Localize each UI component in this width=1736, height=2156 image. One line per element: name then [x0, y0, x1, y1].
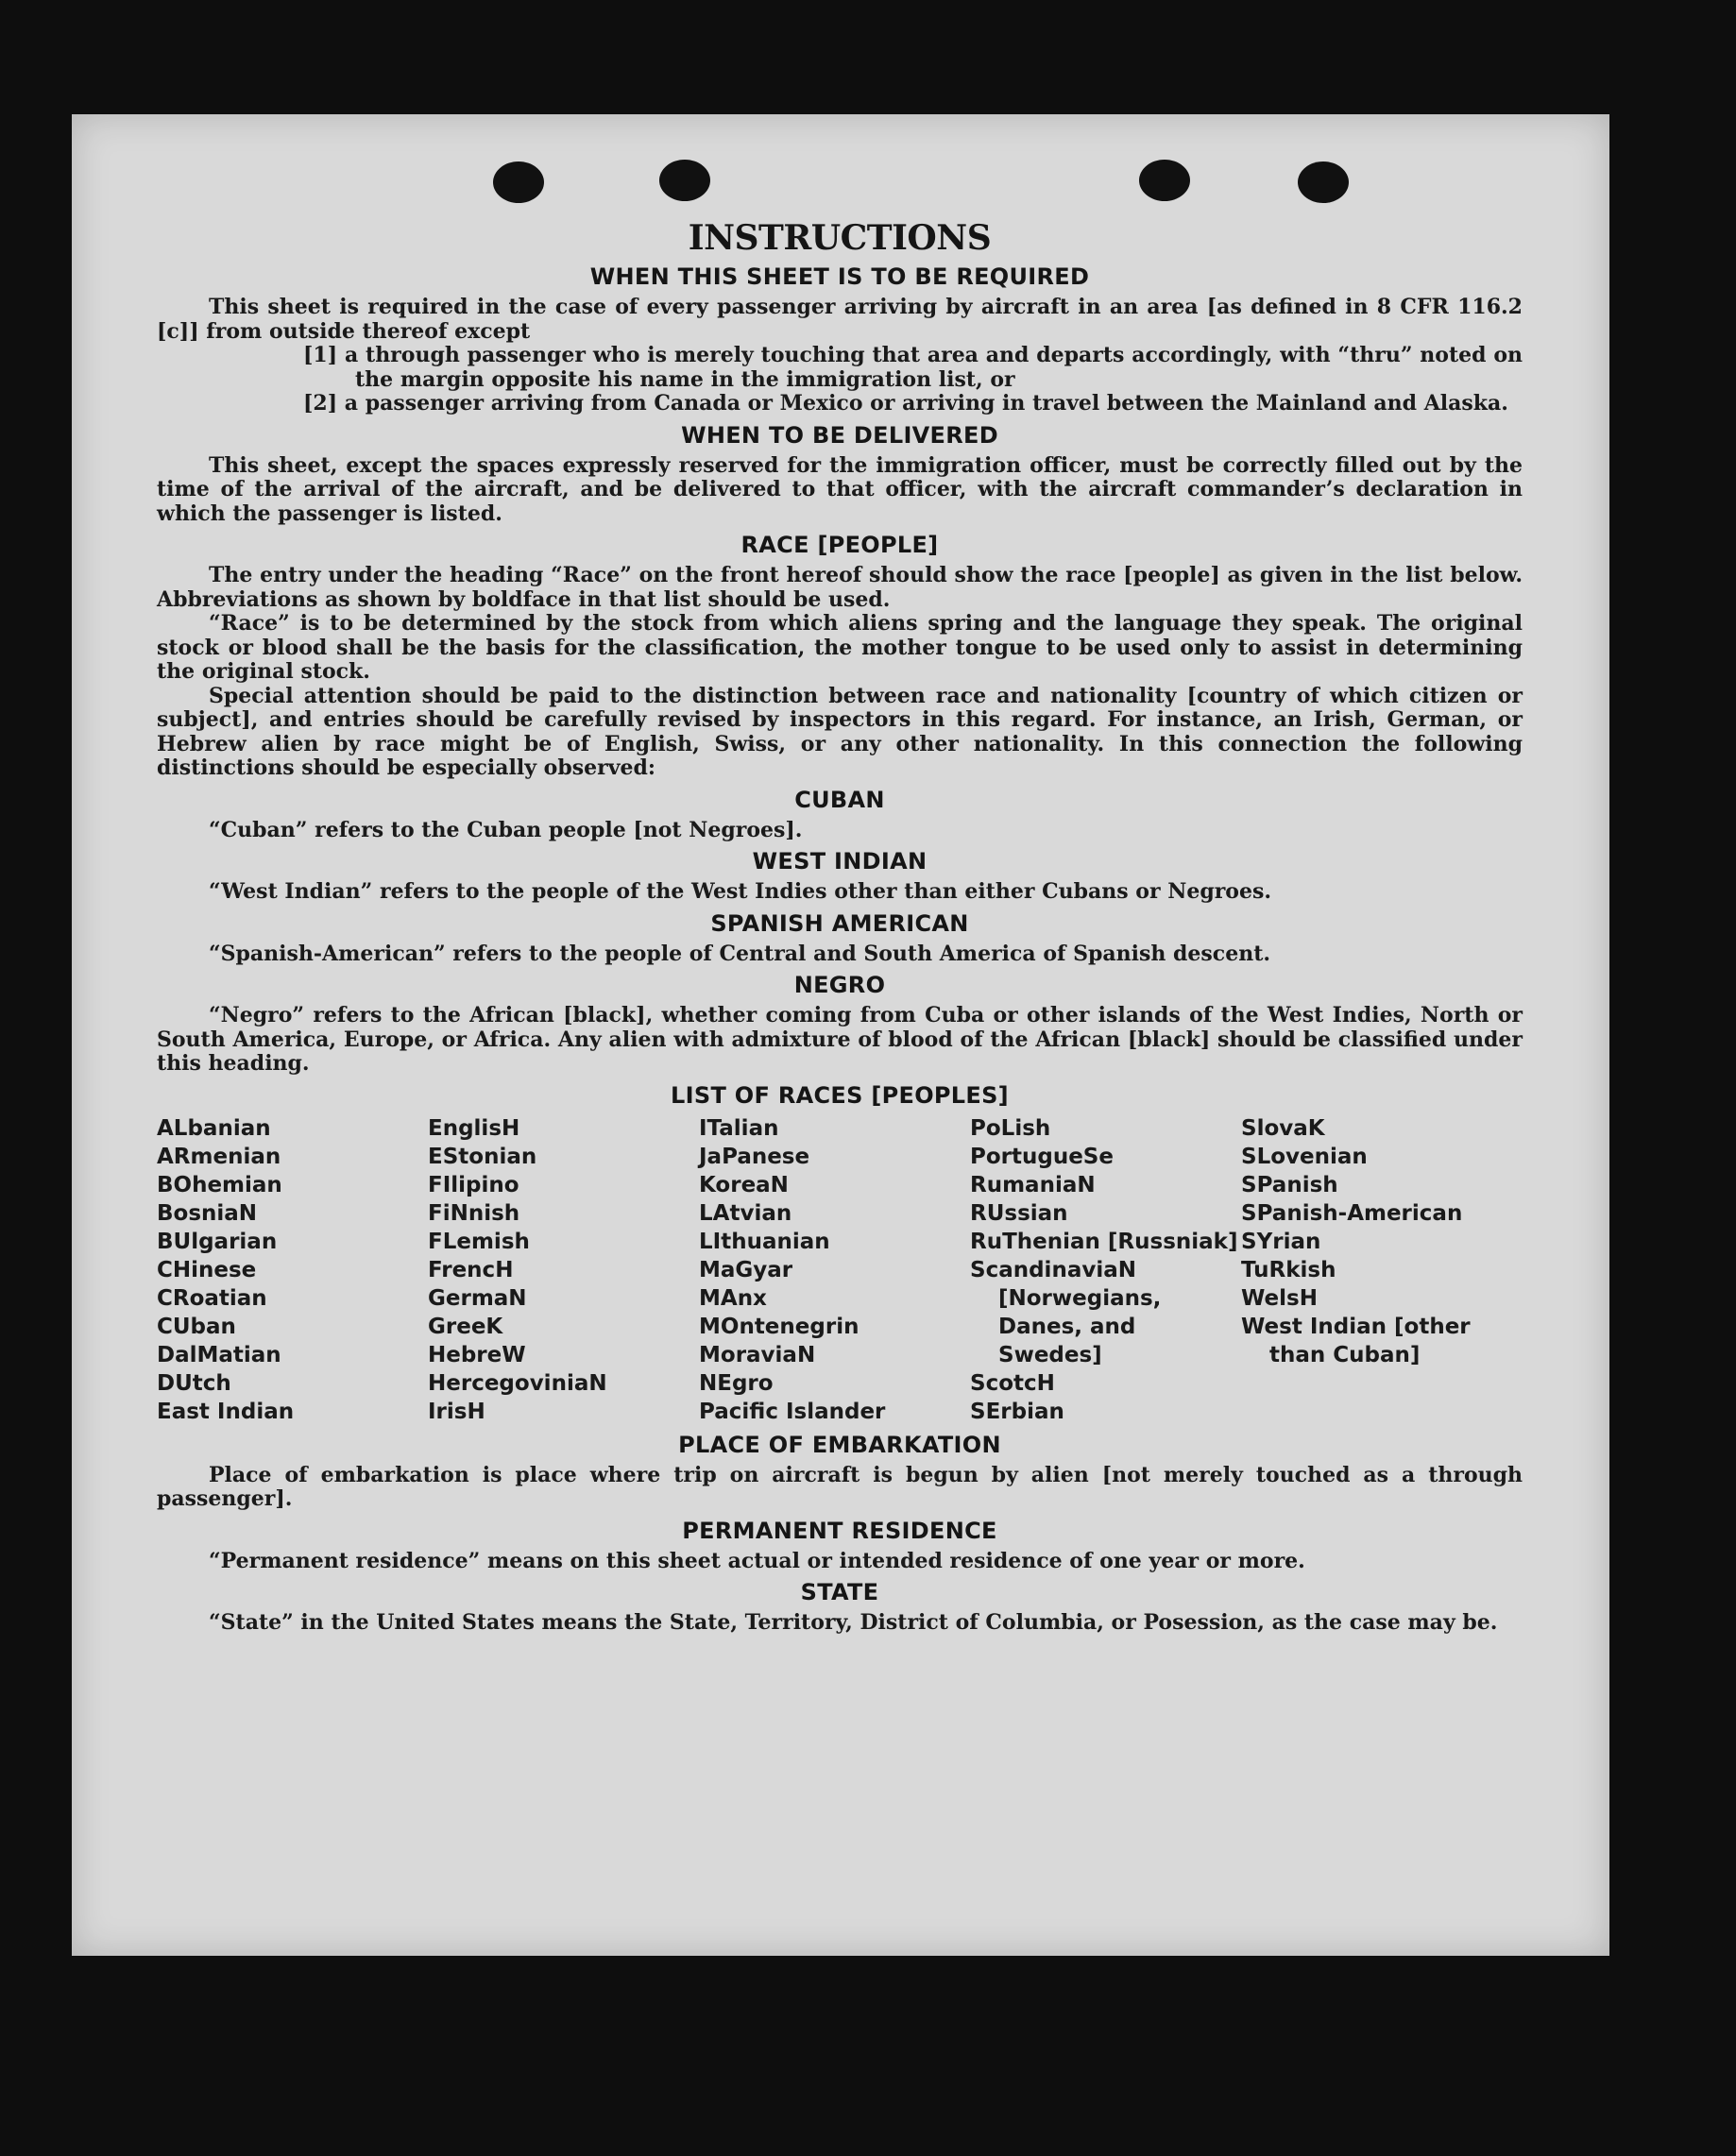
race-list-item: BOhemian: [157, 1172, 282, 1197]
race-list-item: PortugueSe: [970, 1144, 1114, 1169]
race-column: [428, 1114, 699, 1426]
race-list-item: IrisH: [428, 1399, 485, 1424]
race-list-item: ITalian: [699, 1115, 779, 1141]
race-list-item: FrencH: [428, 1257, 514, 1282]
race-list-item: RuThenian [Russniak]: [970, 1229, 1238, 1254]
heading-when-delivered: WHEN TO BE DELIVERED: [681, 421, 998, 449]
when-delivered-text: This sheet, except the spaces expressly reserved for the immigration officer, must be correctly filled out by the time of the arrival of the aircraft, and be delivered to that officer, with the aircraft commander’s declaration in which the passenger is listed.: [157, 452, 1523, 526]
permanent-residence-text: “Permanent residence” means on this sheet actual or intended residence of one year or more.: [209, 1548, 1305, 1573]
race-list-item: PoLish: [970, 1115, 1051, 1141]
race-list-item: ScandinaviaN [Norwegians, Danes, and Swedes]: [970, 1257, 1162, 1367]
race-paragraph-2: “Race” is to be determined by the stock from which aliens spring and the language they speak. The original stock or blood shall be the basis for the classification, the mother tongue to be used only to assist in determining the original stock.: [157, 611, 1523, 684]
race-list-item: SPanish: [1241, 1172, 1338, 1197]
race-list-item: CUban: [157, 1314, 236, 1339]
state-text: “State” in the United States means the State, Territory, District of Columbia, or Posession, as the case may be.: [209, 1610, 1498, 1635]
race-list-item: EnglisH: [428, 1115, 520, 1141]
document-sheet: [72, 114, 1609, 1956]
heading-negro: NEGRO: [793, 972, 886, 998]
cuban-text: “Cuban” refers to the Cuban people [not Negroes].: [209, 817, 803, 842]
heading-embarkation: PLACE OF EMBARKATION: [678, 1431, 1001, 1458]
race-list-item: EStonian: [428, 1144, 537, 1169]
race-column: [157, 1114, 428, 1426]
race-column: [970, 1114, 1241, 1426]
west-indian-text: “West Indian” refers to the people of the West Indies other than either Cubans or Negroes.: [209, 879, 1272, 904]
race-list-item: SYrian: [1241, 1229, 1321, 1254]
race-list-item: West Indian [other than Cuban]: [1241, 1314, 1471, 1367]
punch-hole: [1298, 161, 1349, 203]
race-list-item: KoreaN: [699, 1172, 789, 1197]
race-list-item: SPanish-American: [1241, 1200, 1463, 1226]
heading-permanent-residence: PERMANENT RESIDENCE: [682, 1517, 997, 1544]
race-list-item: ScotcH: [970, 1370, 1055, 1396]
page-title: INSTRUCTIONS: [688, 218, 992, 258]
race-list-item: FIlipino: [428, 1172, 519, 1197]
race-list-item: ALbanian: [157, 1115, 271, 1141]
race-list-item: ARmenian: [157, 1144, 281, 1169]
punch-hole: [1139, 160, 1190, 201]
spanish-american-text: “Spanish-American” refers to the people of Central and South America of Spanish descent.: [209, 941, 1271, 966]
race-list-item: DalMatian: [157, 1342, 281, 1367]
race-list-item: SErbian: [970, 1399, 1064, 1424]
heading-when-required: WHEN THIS SHEET IS TO BE REQUIRED: [589, 263, 1090, 290]
race-list-item: MOntenegrin: [699, 1314, 859, 1339]
race-list-item: RUssian: [970, 1200, 1068, 1226]
race-column: [1241, 1114, 1523, 1426]
heading-list-of-races: LIST OF RACES [PEOPLES]: [671, 1081, 1009, 1109]
heading-spanish-american: SPANISH AMERICAN: [710, 909, 969, 937]
heading-west-indian: WEST INDIAN: [752, 848, 928, 874]
embarkation-text: Place of embarkation is place where trip on aircraft is begun by alien [not merely touched as a through passenger].: [157, 1462, 1523, 1511]
race-list-item: NEgro: [699, 1370, 774, 1396]
race-list-item: SlovaK: [1241, 1115, 1325, 1141]
race-list-item: GermaN: [428, 1285, 527, 1311]
race-list-item: HercegovinіaN: [428, 1370, 607, 1396]
when-required-item-2: [2] a passenger arriving from Canada or Mexico or arriving in travel between the Mainland and Alaska.: [303, 391, 1508, 416]
race-paragraph-1: The entry under the heading “Race” on the front hereof should show the race [people] as given in the list below. Abbreviations as shown by boldface in that list should be used.: [157, 563, 1523, 612]
race-list-item: LAtvian: [699, 1200, 792, 1226]
race-list-item: MaGyar: [699, 1257, 793, 1282]
instructions-content: [157, 218, 1523, 1636]
race-list-item: FLemish: [428, 1229, 530, 1254]
punch-hole: [659, 160, 710, 201]
race-list-item: CRoatian: [157, 1285, 267, 1311]
race-list-item: SLovenian: [1241, 1144, 1368, 1169]
race-list-item: FiNnish: [428, 1200, 520, 1226]
race-list-item: WelsH: [1241, 1285, 1318, 1311]
race-list-item: DUtch: [157, 1370, 231, 1396]
race-list-item: Pacific Islander: [699, 1399, 886, 1424]
heading-race: RACE [PEOPLE]: [740, 532, 939, 558]
race-list-item: GreeK: [428, 1314, 503, 1339]
race-list-item: CHinese: [157, 1257, 257, 1282]
when-required-intro: This sheet is required in the case of every passenger arriving by aircraft in an area [as defined in 8 CFR 116.2 [c]] from outside thereof except: [157, 295, 1523, 344]
race-paragraph-3: Special attention should be paid to the distinction between race and nationality [country of which citizen or subject], and entries should be carefully revised by inspectors in this regard. For instance, an Irish, German, or Hebrew alien by race might be of English, Swiss, or any other nationality. In this connection the following distinctions should be especially observed:: [157, 683, 1523, 780]
race-list-item: BosniaN: [157, 1200, 258, 1226]
race-list-item: MAnx: [699, 1285, 767, 1311]
when-required-item-1: [1] a through passenger who is merely touching that area and departs accordingly, with “thru” noted on the margin opposite his name in the immigration list, or: [303, 343, 1523, 392]
race-list-item: RumaniaN: [970, 1172, 1096, 1197]
race-list-item: JaPanese: [699, 1144, 810, 1169]
heading-cuban: CUBAN: [794, 786, 885, 813]
negro-text: “Negro” refers to the African [black], whether coming from Cuba or other islands of the West Indies, North or South America, Europe, or Africa. Any alien with admixture of blood of the African [black] should be classified under this heading.: [157, 1003, 1523, 1076]
race-list-item: LIthuanian: [699, 1229, 830, 1254]
heading-state: STATE: [800, 1579, 879, 1605]
punch-hole: [493, 161, 544, 203]
race-list-item: MoraviaN: [699, 1342, 816, 1367]
race-list-item: HebreW: [428, 1342, 526, 1367]
race-column: [699, 1114, 970, 1426]
race-list: [157, 1114, 1523, 1426]
race-list-item: BUlgarian: [157, 1229, 278, 1254]
race-list-item: East Indian: [157, 1399, 295, 1424]
race-list-item: TuRkish: [1241, 1257, 1336, 1282]
